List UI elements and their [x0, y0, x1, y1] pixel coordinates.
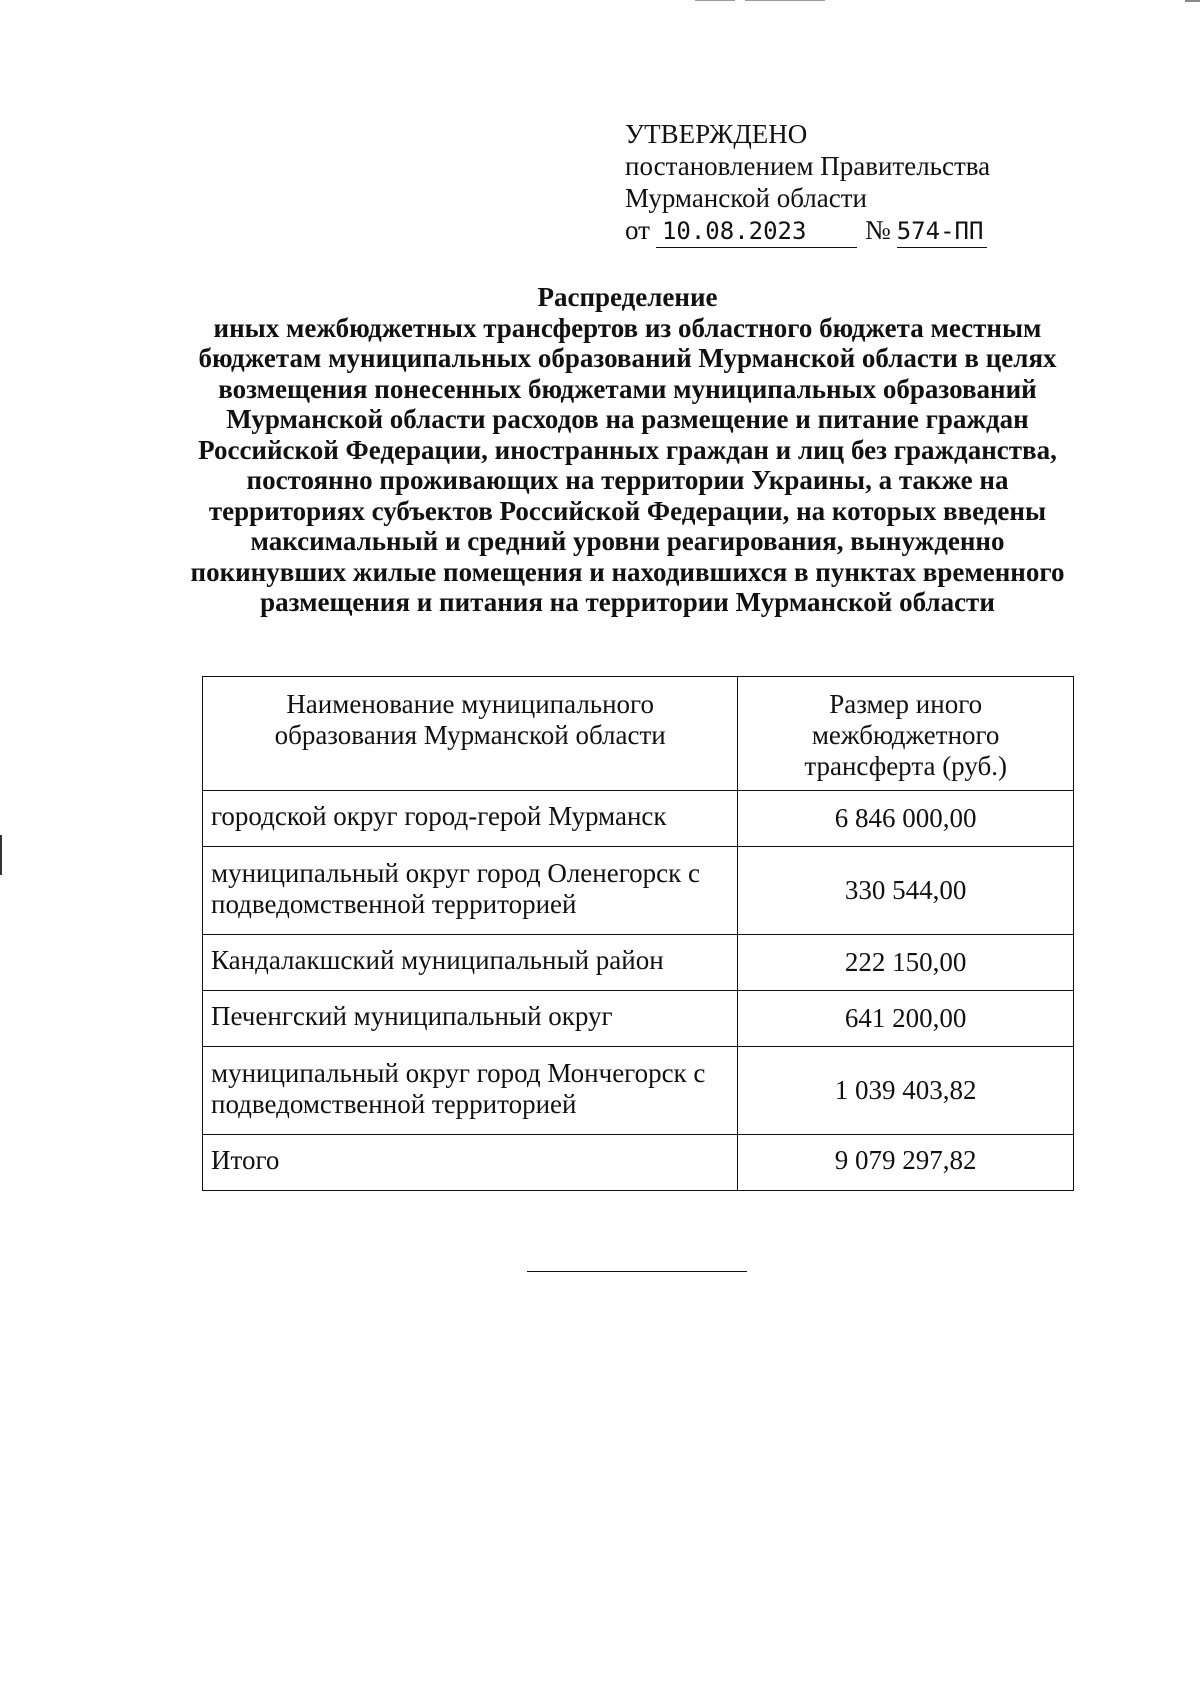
- transfer-amount: 641 200,00: [738, 991, 1074, 1047]
- title-line: максимальный и средний уровни реагирования, вынужденно: [250, 526, 1005, 556]
- name-text: городской округ город-герой Мурманск: [211, 801, 667, 831]
- name-text: подведомственной территорией: [211, 888, 577, 919]
- table-row: [203, 935, 1074, 991]
- approval-number: 574-ПП: [897, 215, 988, 248]
- scan-artifact: [0, 835, 2, 875]
- name-text: муниципальный округ город Оленегорск с: [211, 857, 700, 888]
- approval-line-1: постановлением Правительства: [625, 151, 991, 181]
- scan-artifact: [695, 0, 735, 1]
- header-text: трансферта (руб.): [804, 751, 1007, 781]
- title-line: покинувших жилые помещения и находившихся в пунктах временного: [190, 556, 1065, 587]
- table-total-row: [203, 1135, 1074, 1191]
- number-sign: №: [864, 215, 891, 245]
- header-text: образования Мурманской области: [274, 720, 666, 750]
- transfer-amount: 222 150,00: [738, 935, 1074, 991]
- name-text: муниципальный округ город Мончегорск с: [211, 1057, 706, 1088]
- scan-artifact: [745, 0, 825, 1]
- title-line: бюджетам муниципальных образований Мурманской области в целях: [198, 343, 1057, 373]
- municipality-name: [203, 791, 738, 847]
- transfer-amount: 1 039 403,82: [738, 1047, 1074, 1135]
- approval-date: 10.08.2023: [656, 215, 857, 248]
- header-text: Размер иного: [829, 689, 983, 719]
- total-amount: 9 079 297,82: [738, 1135, 1074, 1191]
- total-label: Итого: [203, 1135, 738, 1191]
- table-header-row: [203, 677, 1074, 791]
- distribution-table: [202, 676, 1074, 1191]
- title-line: территориях субъектов Российской Федерации, на которых введены: [208, 495, 1047, 526]
- table-row: [203, 791, 1074, 847]
- name-text: подведомственной территорией: [211, 1088, 577, 1119]
- end-divider: [527, 1271, 747, 1272]
- title-line: размещения и питания на территории Мурманской области: [260, 587, 995, 617]
- title-line: иных межбюджетных трансфертов из областного бюджета местным: [213, 312, 1042, 343]
- header-amount: [738, 677, 1074, 791]
- municipality-name: [203, 991, 738, 1047]
- municipality-name: [203, 935, 738, 991]
- table-row: [203, 1047, 1074, 1135]
- scan-artifact: [1185, 0, 1200, 8]
- approval-block: [625, 118, 990, 248]
- approval-date-row: [625, 214, 990, 248]
- header-text: межбюджетного: [811, 720, 1000, 750]
- approval-heading: УТВЕРЖДЕНО: [625, 119, 808, 149]
- municipality-name: [203, 1047, 738, 1135]
- header-text: Наименование муниципального: [286, 689, 654, 719]
- approval-line-2: Мурманской области: [625, 183, 867, 213]
- municipality-name: [203, 847, 738, 935]
- title-line: постоянно проживающих на территории Украины, а также на: [246, 465, 1009, 495]
- title-line: Мурманской области расходов на размещение и питание граждан: [226, 404, 1029, 434]
- document-title: [160, 282, 1095, 618]
- name-text: Кандалакшский муниципальный район: [211, 945, 664, 975]
- table-row: [203, 991, 1074, 1047]
- transfer-amount: 6 846 000,00: [738, 791, 1074, 847]
- name-text: Печенгский муниципальный округ: [211, 1001, 613, 1031]
- date-prefix: от: [625, 215, 650, 245]
- transfer-amount: 330 544,00: [738, 847, 1074, 935]
- title-line: возмещения понесенных бюджетами муниципальных образований: [218, 373, 1037, 404]
- title-heading: Распределение: [537, 282, 718, 312]
- title-line: Российской Федерации, иностранных граждан и лиц без гражданства,: [198, 434, 1057, 465]
- table-row: [203, 847, 1074, 935]
- header-municipality: [203, 677, 738, 791]
